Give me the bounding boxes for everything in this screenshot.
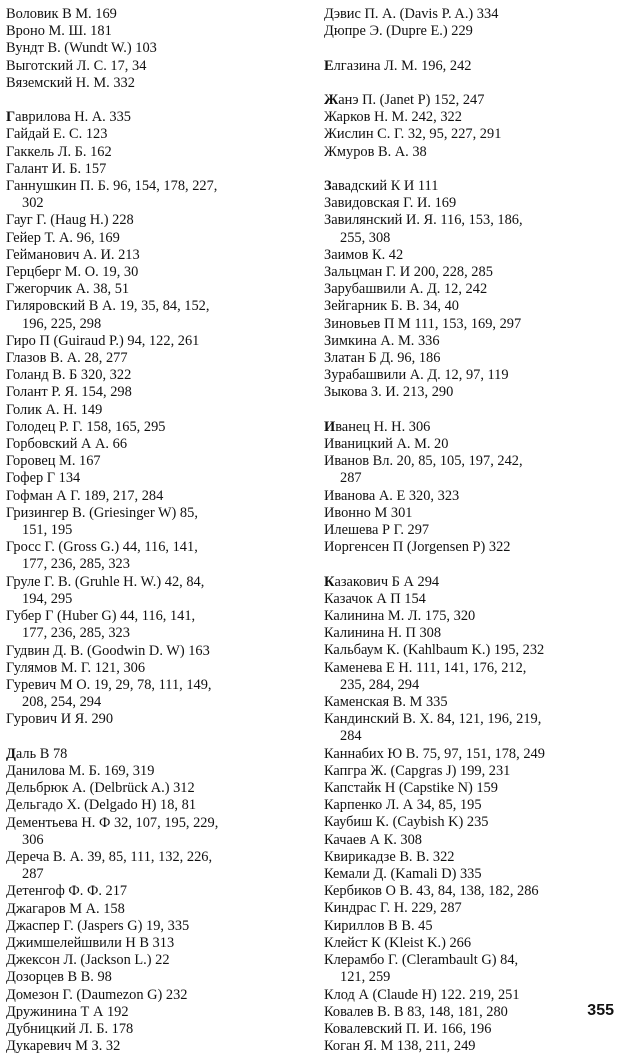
index-entry-text: Кербиков О В. 43, 84, 138, 182, 286 (324, 883, 539, 900)
index-entry-continuation: 306 (22, 831, 44, 848)
index-entry-text: Калинина М. Л. 175, 320 (324, 608, 476, 625)
index-entry-text: Дозорцев В В. 98 (6, 969, 112, 986)
index-entry (324, 694, 618, 711)
index-entry-text: Губер Г (Huber G) 44, 116, 141, (6, 608, 196, 625)
index-entry-text: Иванов Вл. 20, 85, 105, 197, 242, (324, 453, 523, 470)
index-entry-continuation: 177, 236, 285, 323 (22, 625, 130, 642)
index-entry-text: Жарков Н. М. 242, 322 (324, 109, 462, 126)
index-entry (6, 298, 304, 332)
index-entry-text: Дэвис П. А. (Davis P. A.) 334 (324, 6, 499, 22)
index-entry-text: Капгра Ж. (Capgras J) 199, 231 (324, 762, 511, 779)
index-entry (324, 419, 618, 436)
index-entry-text: Гаврилова Н. А. 335 (6, 109, 131, 126)
index-entry-text: Елгазина Л. М. 196, 242 (324, 57, 472, 74)
index-entry (324, 797, 618, 814)
index-entry (6, 660, 304, 677)
index-entry (6, 677, 304, 711)
index-entry (6, 367, 304, 384)
index-entry (324, 987, 618, 1004)
index-entry-text: Детенгоф Ф. Ф. 217 (6, 883, 128, 900)
letter-section-gap (6, 92, 304, 109)
index-entry (324, 281, 618, 298)
index-entry (324, 126, 618, 143)
index-entry-text: Зиновьев П М 111, 153, 169, 297 (324, 315, 522, 332)
index-entry-text: Иванова А. Е 320, 323 (324, 487, 460, 504)
index-entry-text: Джагаров М А. 158 (6, 900, 125, 917)
letter-section-gap (324, 161, 618, 178)
index-entry (324, 178, 618, 195)
index-entry-text: Гейер Т. А. 96, 169 (6, 229, 120, 246)
index-column-left (6, 6, 304, 1055)
index-entry-text: Заимов К. 42 (324, 246, 404, 263)
index-entry-continuation: 121, 259 (340, 969, 391, 986)
index-entry-text: Златан Б Д. 96, 186 (324, 350, 441, 367)
index-entry-text: Киндрас Г. Н. 229, 287 (324, 900, 462, 917)
index-entry (324, 900, 618, 917)
index-entry-text: Клод А (Claude H) 122. 219, 251 (324, 986, 520, 1003)
index-entry-text: Зейгарник Б. В. 34, 40 (324, 298, 460, 315)
index-entry (324, 832, 618, 849)
letter-section-gap (6, 729, 304, 746)
index-entry-continuation: 235, 284, 294 (340, 676, 420, 693)
index-entry (324, 144, 618, 161)
letter-section-gap (324, 75, 618, 92)
index-entry (324, 763, 618, 780)
index-entry-continuation: 287 (340, 470, 362, 487)
index-entry (324, 625, 618, 642)
index-entry (6, 935, 304, 952)
index-entry-text: Клейст К (Kleist K.) 266 (324, 934, 472, 951)
index-entry (6, 109, 304, 126)
index-entry (324, 58, 618, 75)
index-entry (324, 384, 618, 401)
index-entry (324, 264, 618, 281)
index-entry (324, 6, 618, 23)
index-entry (6, 212, 304, 229)
index-entry (6, 436, 304, 453)
index-entry (324, 952, 618, 986)
index-entry (324, 935, 618, 952)
index-entry-continuation: 194, 295 (22, 590, 73, 607)
index-entry-text: Зимкина А. М. 336 (324, 332, 440, 349)
index-entry-text: Гулямов М. Г. 121, 306 (6, 659, 146, 676)
index-entry-text: Калинина Н. П 308 (324, 625, 442, 642)
index-entry (6, 23, 304, 40)
index-entry-text: Кемали Д. (Kamali D) 335 (324, 866, 482, 883)
index-entry (6, 6, 304, 23)
index-entry (6, 539, 304, 573)
index-entry (6, 1038, 304, 1055)
index-entry-text: Ковалев В. В 83, 148, 181, 280 (324, 1003, 508, 1020)
index-entry (6, 384, 304, 401)
index-entry-text: Выготский Л. С. 17, 34 (6, 57, 147, 74)
index-entry-continuation: 255, 308 (340, 229, 391, 246)
index-entry (324, 1021, 618, 1038)
index-entry-text: Клерамбо Г. (Clerambault G) 84, (324, 952, 519, 969)
index-entry (324, 350, 618, 367)
index-entry (324, 505, 618, 522)
index-entry (324, 642, 618, 659)
index-entry-text: Горбовский А А. 66 (6, 436, 128, 453)
index-entry (324, 539, 618, 556)
index-entry-text: Гиляровский В А. 19, 35, 84, 152, (6, 298, 210, 315)
index-entry-text: Гайдай Е. С. 123 (6, 126, 108, 143)
index-entry-continuation: 302 (22, 195, 44, 212)
index-entry-text: Даль В 78 (6, 745, 68, 762)
index-entry-continuation: 284 (340, 728, 362, 745)
index-entry (324, 212, 618, 246)
index-entry-text: Гурович И Я. 290 (6, 711, 114, 728)
index-entry (6, 161, 304, 178)
index-entry-text: Гризингер В. (Griesinger W) 85, (6, 504, 198, 521)
index-entry-text: Дельгадо X. (Delgado H) 18, 81 (6, 797, 197, 814)
index-entry (6, 815, 304, 849)
index-entry (6, 952, 304, 969)
index-entry (324, 316, 618, 333)
index-entry-text: Гофман А Г. 189, 217, 284 (6, 487, 164, 504)
index-entry (324, 298, 618, 315)
index-entry (6, 419, 304, 436)
index-entry (6, 1021, 304, 1038)
index-entry-text: Домезон Г. (Daumezon G) 232 (6, 986, 188, 1003)
index-entry-text: Груле Г. В. (Gruhle H. W.) 42, 84, (6, 573, 205, 590)
index-entry (6, 711, 304, 728)
index-entry (324, 814, 618, 831)
index-entry (324, 660, 618, 694)
index-entry (6, 350, 304, 367)
index-entry-text: Качаев А К. 308 (324, 831, 422, 848)
index-entry-text: Зыкова З. И. 213, 290 (324, 384, 454, 401)
index-entry (324, 780, 618, 797)
index-entry (324, 574, 618, 591)
index-entry (6, 488, 304, 505)
index-entry (6, 987, 304, 1004)
index-entry (324, 522, 618, 539)
index-entry-text: Завадский К И 111 (324, 177, 439, 194)
index-entry (6, 643, 304, 660)
index-entry (6, 247, 304, 264)
index-entry (324, 746, 618, 763)
index-entry-text: Жанэ П. (Janet P) 152, 247 (324, 91, 485, 108)
index-entry (6, 178, 304, 212)
index-entry-text: Джексон Л. (Jackson L.) 22 (6, 952, 170, 969)
index-entry (324, 711, 618, 745)
index-entry (6, 75, 304, 92)
index-entry (6, 901, 304, 918)
index-entry (324, 195, 618, 212)
index-column-right (324, 6, 618, 1055)
index-entry-text: Зарубашвили А. Д. 12, 242 (324, 281, 488, 298)
index-entry (324, 367, 618, 384)
index-entry (324, 488, 618, 505)
index-entry-text: Капстайк Н (Capstike N) 159 (324, 780, 498, 797)
index-entry-text: Гжегорчик А. 38, 51 (6, 281, 130, 298)
index-entry (6, 230, 304, 247)
index-entry (324, 918, 618, 935)
index-entry-text: Дубницкий Л. Б. 178 (6, 1020, 134, 1037)
index-entry-text: Казакович Б А 294 (324, 573, 440, 590)
index-entry (6, 608, 304, 642)
index-entry (6, 797, 304, 814)
index-entry-text: Воловик В М. 169 (6, 6, 117, 22)
index-entry-text: Глазов В. А. 28, 277 (6, 350, 128, 367)
index-entry-text: Дружинина Т А 192 (6, 1003, 129, 1020)
index-entry-text: Кальбаум К. (Kahlbaum K.) 195, 232 (324, 642, 545, 659)
index-entry-text: Зурабашвили А. Д. 12, 97, 119 (324, 367, 509, 384)
index-entry-text: Голодец Р. Г. 158, 165, 295 (6, 418, 166, 435)
index-entry-text: Голанд В. Б 320, 322 (6, 367, 132, 384)
letter-section-gap (324, 402, 618, 419)
index-entry-text: Вроно М. Ш. 181 (6, 23, 112, 40)
index-entry-text: Коган Я. М 138, 211, 249 (324, 1038, 476, 1055)
index-entry-text: Завилянский И. Я. 116, 153, 186, (324, 212, 523, 229)
index-entry (324, 1038, 618, 1055)
index-entry-text: Иоргенсен П (Jorgensen P) 322 (324, 539, 511, 556)
letter-section-gap (324, 556, 618, 573)
index-entry (6, 780, 304, 797)
page-number: 355 (587, 1002, 614, 1019)
index-entry-text: Каннабих Ю В. 75, 97, 151, 178, 249 (324, 745, 545, 762)
index-entry (6, 264, 304, 281)
index-entry-text: Ковалевский П. И. 166, 196 (324, 1020, 492, 1037)
index-entry-text: Гаккель Л. Б. 162 (6, 143, 112, 160)
index-entry-text: Гофер Г 134 (6, 470, 81, 487)
index-entry (6, 763, 304, 780)
index-entry-text: Дереча В. А. 39, 85, 111, 132, 226, (6, 848, 213, 865)
index-entry (324, 453, 618, 487)
index-entry (6, 746, 304, 763)
index-entry-text: Голант Р. Я. 154, 298 (6, 384, 132, 401)
index-entry (324, 591, 618, 608)
index-entry-continuation: 177, 236, 285, 323 (22, 556, 130, 573)
index-entry-text: Каменская В. М 335 (324, 694, 448, 711)
index-entry (6, 470, 304, 487)
index-entry (6, 883, 304, 900)
index-entry-text: Гросс Г. (Gross G.) 44, 116, 141, (6, 539, 198, 556)
index-entry-text: Илешева Р Г. 297 (324, 522, 430, 539)
index-entry-text: Зальцман Г. И 200, 228, 285 (324, 264, 493, 280)
index-entry-text: Гейманович А. И. 213 (6, 246, 140, 263)
index-entry-text: Квирикадзе В. В. 322 (324, 848, 455, 865)
index-entry (324, 333, 618, 350)
index-entry-continuation: 208, 254, 294 (22, 694, 102, 711)
index-entry (6, 144, 304, 161)
index-entry-text: Гуревич М О. 19, 29, 78, 111, 149, (6, 676, 212, 693)
index-entry-continuation: 287 (22, 866, 44, 883)
index-entry (324, 849, 618, 866)
index-entry-text: Казачок А П 154 (324, 590, 426, 607)
index-entry-text: Гауг Г. (Haug H.) 228 (6, 212, 134, 229)
index-entry (6, 849, 304, 883)
index-entry-text: Джаспер Г. (Jaspers G) 19, 335 (6, 917, 190, 934)
index-entry-text: Гиро П (Guiraud P.) 94, 122, 261 (6, 332, 200, 349)
index-entry (6, 969, 304, 986)
index-entry (324, 1004, 618, 1021)
index-entry (324, 109, 618, 126)
index-entry-continuation: 151, 195 (22, 522, 73, 539)
index-entry-text: Ганнушкин П. Б. 96, 154, 178, 227, (6, 178, 218, 195)
index-entry-text: Иванец Н. Н. 306 (324, 418, 431, 435)
index-entry (324, 883, 618, 900)
index-entry-text: Каменева Е Н. 111, 141, 176, 212, (324, 659, 527, 676)
index-entry (6, 58, 304, 75)
index-entry-text: Карпенко Л. А 34, 85, 195 (324, 797, 482, 814)
index-entry-text: Ивонно М 301 (324, 504, 413, 521)
index-entry (6, 574, 304, 608)
index-entry (6, 1004, 304, 1021)
index-entry (6, 40, 304, 57)
index-entry-text: Иваницкий А. М. 20 (324, 436, 449, 453)
index-entry-text: Жислин С. Г. 32, 95, 227, 291 (324, 126, 502, 143)
index-entry-text: Дюпре Э. (Dupre E.) 229 (324, 23, 473, 40)
index-entry (6, 333, 304, 350)
index-entry (6, 126, 304, 143)
index-entry-text: Вяземский Н. М. 332 (6, 74, 135, 91)
index-entry-text: Вундт В. (Wundt W.) 103 (6, 40, 157, 57)
index-entry (324, 23, 618, 40)
index-entry-text: Дементьева Н. Ф 32, 107, 195, 229, (6, 814, 219, 831)
index-entry-text: Дельбрюк А. (Delbrück A.) 312 (6, 780, 195, 797)
index-entry-text: Данилова М. Б. 169, 319 (6, 762, 155, 779)
index-entry-text: Голик А. Н. 149 (6, 401, 103, 418)
index-entry-text: Джимшелейшвили Н В 313 (6, 934, 175, 951)
index-entry-text: Кандинский В. Х. 84, 121, 196, 219, (324, 711, 542, 728)
index-entry-text: Дукаревич М З. 32 (6, 1038, 121, 1055)
index-entry-text: Герцберг М. О. 19, 30 (6, 264, 139, 281)
index-entry (324, 608, 618, 625)
index-entry-text: Завидовская Г. И. 169 (324, 195, 457, 212)
index-entry-text: Гудвин Д. В. (Goodwin D. W) 163 (6, 642, 210, 659)
letter-section-gap (324, 40, 618, 57)
index-entry (6, 402, 304, 419)
index-entry (324, 247, 618, 264)
index-entry (6, 453, 304, 470)
index-entry (324, 866, 618, 883)
index-entry-text: Кириллов В В. 45 (324, 917, 433, 934)
index-entry-text: Каубиш К. (Caybish K) 235 (324, 814, 489, 831)
index-entry (324, 436, 618, 453)
index-entry (6, 505, 304, 539)
index-entry (6, 918, 304, 935)
index-entry-text: Галант И. Б. 157 (6, 160, 107, 177)
index-entry (324, 92, 618, 109)
index-entry (6, 281, 304, 298)
index-entry-text: Жмуров В. А. 38 (324, 143, 427, 160)
index-entry-text: Горовец М. 167 (6, 453, 101, 470)
index-entry-continuation: 196, 225, 298 (22, 315, 102, 332)
